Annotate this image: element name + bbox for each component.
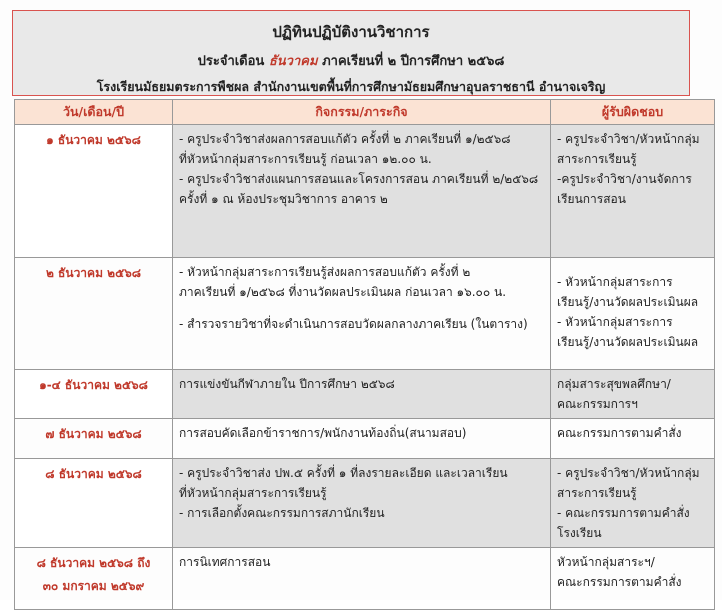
responsible-line: - ครูประจำวิชา/หัวหน้ากลุ่ม — [557, 132, 700, 146]
responsible-line: หัวหน้ากลุ่มสาระฯ/ — [557, 555, 655, 569]
responsible-line: สาระการเรียนรู้ — [557, 486, 637, 500]
activity-line: - ครูประจำวิชาส่งผลการสอบแก้ตัว ครั้งที่ ๒ ภาคเรียนที่ ๑/๒๕๖๘ — [179, 132, 511, 146]
col-header-activity: กิจกรรม/ภาระกิจ — [173, 100, 551, 125]
responsible-line: เรียนรู้/งานวัดผลประเมินผล — [557, 295, 699, 309]
activity-line: - หัวหน้ากลุ่มสาระการเรียนรู้ส่งผลการสอบแก้ตัว ครั้งที่ ๒ — [179, 265, 471, 279]
table-row — [15, 125, 715, 258]
activity-line: ภาคเรียนที่ ๑/๒๕๖๘ ที่งานวัดผลประเมินผล ก่อนเวลา ๑๖.๐๐ น. — [179, 285, 507, 299]
row-date: ๑-๔ ธันวาคม ๒๕๖๘ — [15, 370, 173, 419]
row-responsible — [551, 370, 715, 419]
activity-line: - การเลือกตั้งคณะกรรมการสภานักเรียน — [179, 506, 385, 520]
row-date: ๑ ธันวาคม ๒๕๖๘ — [15, 125, 173, 258]
table-header-row — [15, 100, 715, 125]
row-activities — [173, 419, 551, 459]
row-date — [15, 548, 173, 610]
responsible-line: สาระการเรียนรู้ — [557, 152, 637, 166]
row-activities — [173, 370, 551, 419]
page-title: ปฏิทินปฏิบัติงานวิชาการ — [272, 23, 430, 41]
activity-line: ที่หัวหน้ากลุ่มสาระการเรียนรู้ ก่อนเวลา ๑๒.๐๐ น. — [179, 152, 432, 166]
row-responsible — [551, 258, 715, 370]
activity-line: ครั้งที่ ๑ ณ ห้องประชุมวิชาการ อาคาร ๒ — [179, 192, 388, 206]
title-box — [12, 10, 690, 96]
subtitle-prefix: ประจำเดือน — [197, 54, 265, 69]
row-responsible — [551, 419, 715, 459]
responsible-line: โรงเรียน — [557, 526, 602, 540]
responsible-line: - หัวหน้ากลุ่มสาระการ — [557, 315, 673, 329]
table-row — [15, 258, 715, 370]
page-subtitle — [13, 50, 689, 71]
row-date: ๘ ธันวาคม ๒๕๖๘ — [15, 459, 173, 548]
row-date: ๗ ธันวาคม ๒๕๖๘ — [15, 419, 173, 459]
subtitle-suffix: ภาคเรียนที่ ๒ ปีการศึกษา ๒๕๖๘ — [322, 54, 505, 69]
activity-line: การแข่งขันกีฬาภายใน ปีการศึกษา ๒๕๖๘ — [179, 377, 395, 391]
responsible-line: - หัวหน้ากลุ่มสาระการ — [557, 275, 673, 289]
responsible-line: เรียนการสอน — [557, 192, 626, 206]
col-header-responsible: ผู้รับผิดชอบ — [551, 100, 715, 125]
table-row — [15, 370, 715, 419]
responsible-line: คณะกรรมการฯ — [557, 397, 638, 411]
table-row — [15, 459, 715, 548]
activity-line: - ครูประจำวิชาส่งแผนการสอนและโครงการสอน ภาคเรียนที่ ๒/๒๕๖๘ — [179, 172, 539, 186]
subtitle-month: ธันวาคม — [268, 54, 318, 69]
responsible-line: - ครูประจำวิชา/หัวหน้ากลุ่ม — [557, 466, 700, 480]
col-header-date: วัน/เดือน/ปี — [15, 100, 173, 125]
responsible-line: กลุ่มสาระสุขพลศึกษา/ — [557, 377, 671, 391]
table-row — [15, 419, 715, 459]
responsible-line: คณะกรรมการตามคำสั่ง — [557, 426, 682, 440]
responsible-line: คณะกรรมการตามคำสั่ง — [557, 575, 682, 589]
row-activities — [173, 125, 551, 258]
row-responsible — [551, 125, 715, 258]
responsible-line: - คณะกรรมการตามคำสั่ง — [557, 506, 690, 520]
row-date: ๒ ธันวาคม ๒๕๖๘ — [15, 258, 173, 370]
school-name: โรงเรียนมัธยมตระการพืชผล สำนักงานเขตพื้นที่การศึกษามัธยมศึกษาอุบลราชธานี อำนาจเจริญ — [96, 79, 606, 94]
activity-line: ที่หัวหน้ากลุ่มสาระการเรียนรู้ — [179, 486, 327, 500]
responsible-line: เรียนรู้/งานวัดผลประเมินผล — [557, 335, 699, 349]
row-activities — [173, 459, 551, 548]
date-line: ๓๐ มกราคม ๒๕๖๙ — [42, 579, 145, 593]
activity-line: - สำรวจรายวิชาที่จะดำเนินการสอบวัดผลกลางภาคเรียน (ในตาราง) — [179, 317, 528, 331]
date-line: ๘ ธันวาคม ๒๕๖๘ ถึง — [36, 556, 151, 570]
activity-line: - ครูประจำวิชาส่ง ปพ.๕ ครั้งที่ ๑ ที่ลงรายละเอียด และเวลาเรียน — [179, 466, 508, 480]
activity-line: การสอบคัดเลือกข้าราชการ/พนักงานท้องถิ่น(สนามสอบ) — [179, 426, 467, 440]
row-responsible — [551, 548, 715, 610]
activity-line: การนิเทศการสอน — [179, 555, 271, 569]
responsible-line: -ครูประจำวิชา/งานจัดการ — [557, 172, 692, 186]
row-activities — [173, 258, 551, 370]
schedule-table — [14, 99, 715, 610]
table-row — [15, 548, 715, 610]
row-activities — [173, 548, 551, 610]
row-responsible — [551, 459, 715, 548]
